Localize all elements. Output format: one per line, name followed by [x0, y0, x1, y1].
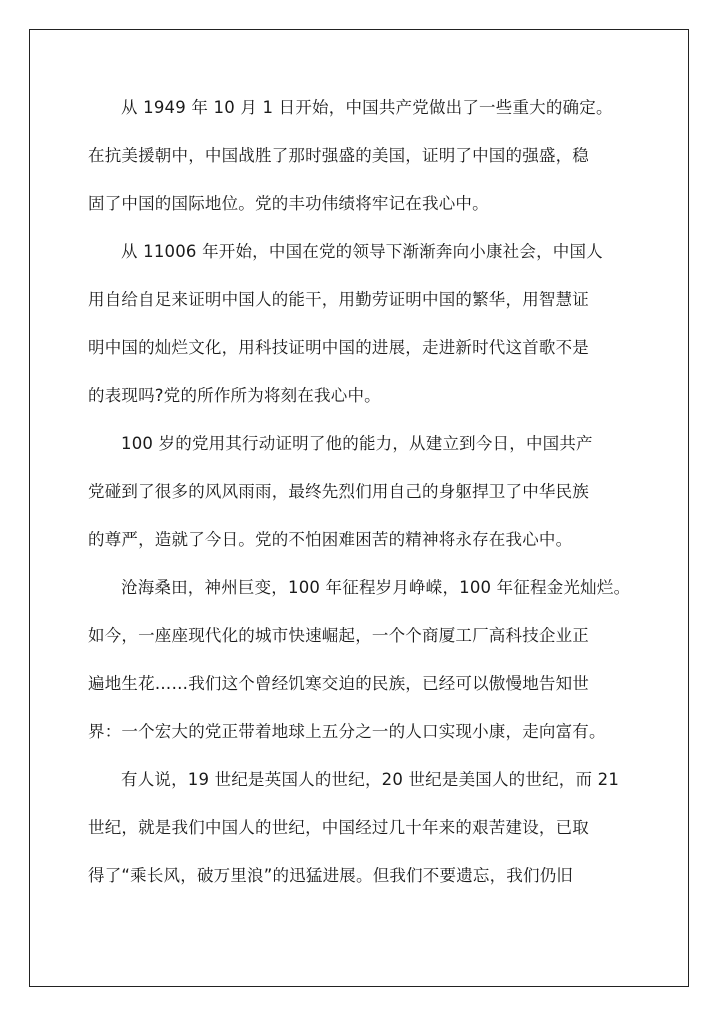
paragraph-5-line-1: 有人说，19 世纪是英国人的世纪，20 世纪是美国人的世纪，而 21	[121, 770, 620, 789]
paragraph-2-line-1: 从 11006 年开始，中国在党的领导下渐渐奔向小康社会，中国人	[121, 242, 603, 261]
paragraph-1-line-2: 在抗美援朝中，中国战胜了那时强盛的美国，证明了中国的强盛，稳	[88, 146, 589, 165]
paragraph-2-line-2: 用自给自足来证明中国人的能干，用勤劳证明中国的繁华，用智慧证	[88, 290, 589, 309]
paragraph-4-line-2: 如今，一座座现代化的城市快速崛起，一个个商厦工厂高科技企业正	[88, 626, 589, 645]
paragraph-4-line-3: 遍地生花……我们这个曾经饥寒交迫的民族，已经可以傲慢地告知世	[88, 674, 589, 693]
paragraph-1-line-3: 固了中国的国际地位。党的丰功伟绩将牢记在我心中。	[88, 194, 489, 213]
paragraph-4-line-4: 界：一个宏大的党正带着地球上五分之一的人口实现小康，走向富有。	[88, 722, 606, 741]
paragraph-3-line-1: 100 岁的党用其行动证明了他的能力，从建立到今日，中国共产	[121, 434, 593, 453]
paragraph-3-line-3: 的尊严，造就了今日。党的不怕困难困苦的精神将永存在我心中。	[88, 530, 573, 549]
paragraph-5-line-2: 世纪，就是我们中国人的世纪，中国经过几十年来的艰苦建设，已取	[88, 818, 589, 837]
paragraph-2-line-3: 明中国的灿烂文化，用科技证明中国的进展，走进新时代这首歌不是	[88, 338, 589, 357]
paragraph-2-line-4: 的表现吗?党的所作所为将刻在我心中。	[88, 386, 381, 405]
paragraph-4-line-1: 沧海桑田，神州巨变，100 年征程岁月峥嵘，100 年征程金光灿烂。	[121, 578, 631, 597]
paragraph-5-line-3: 得了“乘长风，破万里浪”的迅猛进展。但我们不要遗忘，我们仍旧	[88, 866, 574, 885]
paragraph-3-line-2: 党碰到了很多的风风雨雨，最终先烈们用自己的身躯捍卫了中华民族	[88, 482, 589, 501]
paragraph-1-line-1: 从 1949 年 10 月 1 日开始，中国共产党做出了一些重大的确定。	[121, 98, 613, 117]
